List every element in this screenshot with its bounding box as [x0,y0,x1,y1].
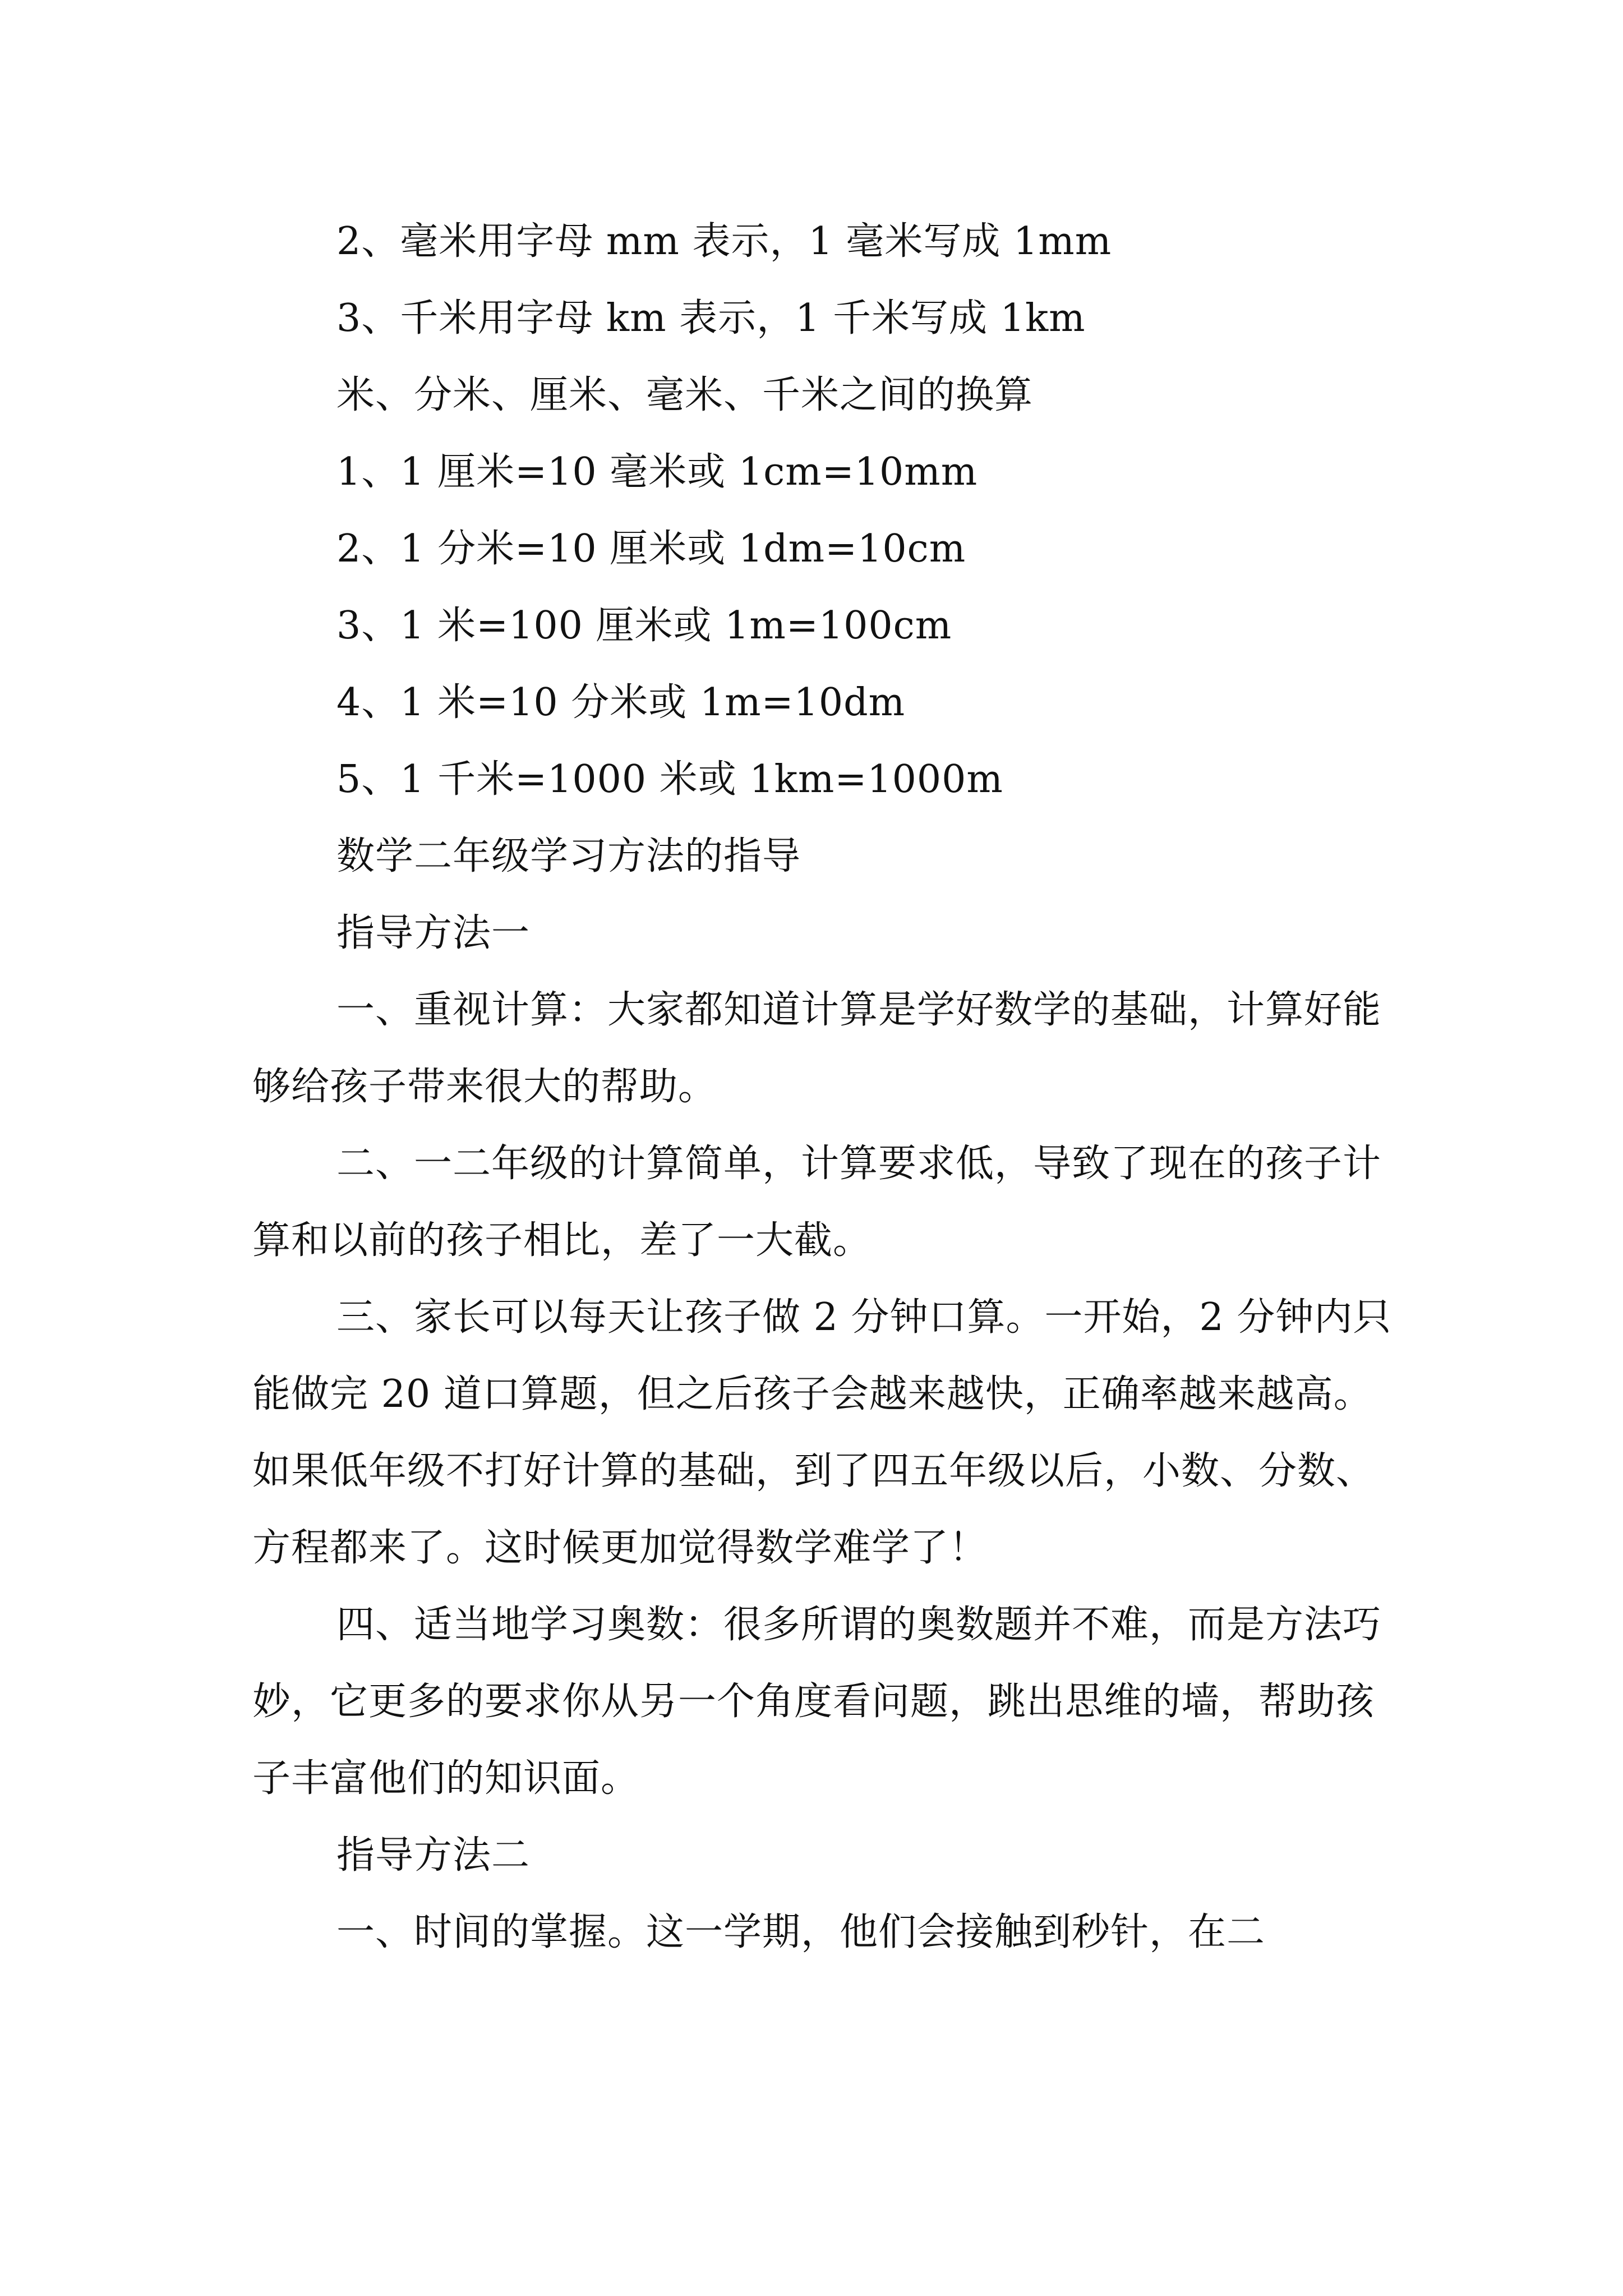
paragraph-mm-unit: 2、毫米用字母 mm 表示，1 毫米写成 1mm [336,219,1112,264]
conversion-item-5: 5、1 千米=1000 米或 1km=1000m [336,757,1003,802]
conversion-item-4: 4、1 米=10 分米或 1m=10dm [336,680,906,725]
paragraph-method-1-point-3: 三、家长可以每天让孩子做 2 分钟口算。一开始，2 分钟内只能做完 20 道口算题，但之后孩子会越来越快，正确率越来越高。如果低年级不打好计算的基础，到了四五年级以后，小数、分数、方程都来了。这时候更加觉得数学难学了！ [252,1295,1392,1570]
conversion-item-2: 2、1 分米=10 厘米或 1dm=10cm [336,527,966,571]
paragraph-km-unit: 3、千米用字母 km 表示，1 千米写成 1km [336,296,1086,341]
section-heading-study-methods: 数学二年级学习方法的指导 [336,834,801,878]
document-body [252,203,1396,1971]
subheading-method-1: 指导方法一 [336,911,531,955]
paragraph-method-1-point-2: 二、一二年级的计算简单，计算要求低，导致了现在的孩子计算和以前的孩子相比，差了一大截。 [252,1142,1382,1263]
paragraph-method-2-point-1: 一、时间的掌握。这一学期，他们会接触到秒针，在二 [336,1910,1266,1954]
conversion-item-1: 1、1 厘米=10 毫米或 1cm=10mm [336,450,978,494]
paragraph-method-1-point-4: 四、适当地学习奥数：很多所谓的奥数题并不难，而是方法巧妙，它更多的要求你从另一个角度看问题，跳出思维的墙，帮助孩子丰富他们的知识面。 [252,1603,1382,1801]
subheading-method-2: 指导方法二 [336,1833,531,1878]
section-heading-conversion: 米、分米、厘米、毫米、千米之间的换算 [336,373,1034,417]
conversion-item-3: 3、1 米=100 厘米或 1m=100cm [336,604,952,648]
paragraph-method-1-point-1: 一、重视计算：大家都知道计算是学好数学的基础，计算好能够给孩子带来很大的帮助。 [252,988,1382,1109]
